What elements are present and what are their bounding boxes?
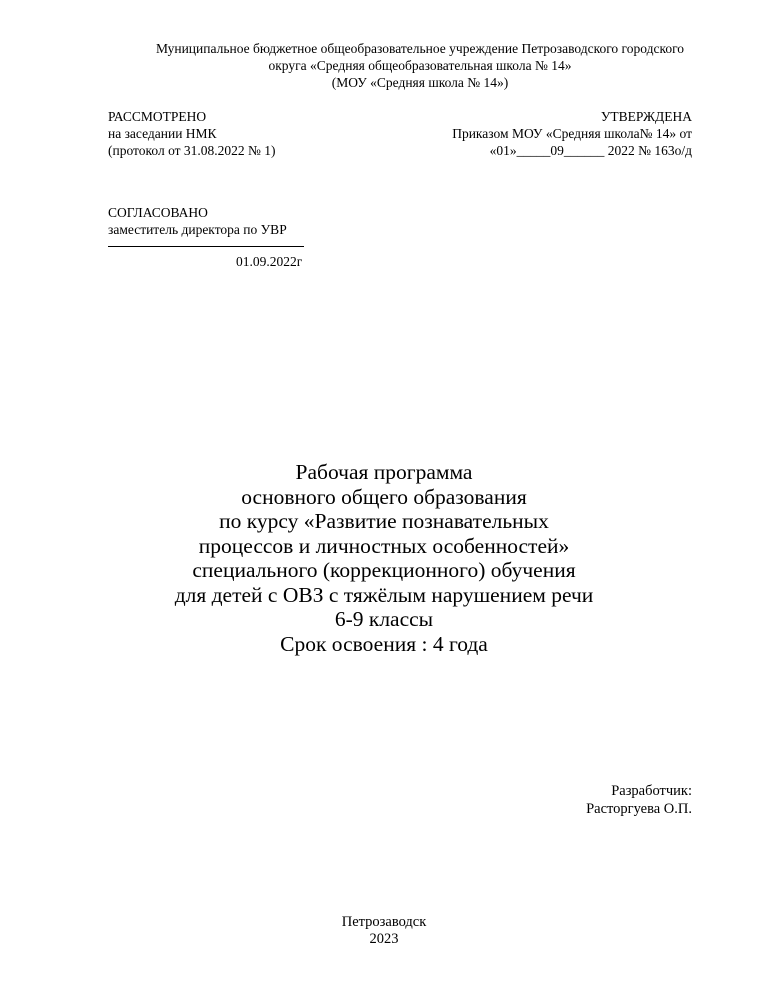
footer-block <box>284 914 484 948</box>
footer-year: 2023 <box>369 931 399 947</box>
program-title <box>84 460 684 656</box>
developer-block <box>586 782 692 818</box>
reviewed-block <box>108 108 276 159</box>
approved-title: УТВЕРЖДЕНА <box>600 109 692 124</box>
reviewed-line-1: на заседании НМК <box>108 126 217 141</box>
approved-block <box>452 108 692 159</box>
agreed-line-1: заместитель директора по УВР <box>108 222 287 237</box>
program-line-6: для детей с ОВЗ с тяжёлым нарушением речи <box>174 582 594 607</box>
program-line-3: по курсу «Развитие познавательных <box>219 509 549 533</box>
reviewed-line-2: (протокол от 31.08.2022 № 1) <box>108 143 276 158</box>
developer-label: Разработчик: <box>611 783 692 799</box>
agreed-title: СОГЛАСОВАНО <box>108 205 208 220</box>
program-line-1: Рабочая программа <box>295 460 473 484</box>
approved-line-2: «01»_____09______ 2022 № 163о/д <box>489 143 692 158</box>
program-line-5: специального (коррекционного) обучения <box>192 558 576 582</box>
header-line-1: Муниципальное бюджетное общеобразовательное учреждение Петрозаводского городского <box>155 41 685 56</box>
signature-line <box>108 238 304 247</box>
footer-city: Петрозаводск <box>341 914 427 930</box>
reviewed-title: РАССМОТРЕНО <box>108 109 207 124</box>
agreed-block <box>108 204 348 270</box>
header-line-2: округа «Средняя общеобразовательная школа № 14» <box>268 58 572 73</box>
program-line-7: 6-9 классы <box>334 607 434 631</box>
header-line-3: (МОУ «Средняя школа № 14») <box>331 75 509 90</box>
program-line-4: процессов и личностных особенностей» <box>198 533 570 558</box>
developer-name: Расторгуева О.П. <box>586 801 692 817</box>
institution-header <box>100 40 740 91</box>
program-line-8: Срок освоения : 4 года <box>280 631 488 656</box>
approved-line-1: Приказом МОУ «Средняя школа№ 14» от <box>452 126 692 141</box>
agreed-date: 01.09.2022г <box>236 254 303 269</box>
program-line-2: основного общего образования <box>241 484 527 509</box>
